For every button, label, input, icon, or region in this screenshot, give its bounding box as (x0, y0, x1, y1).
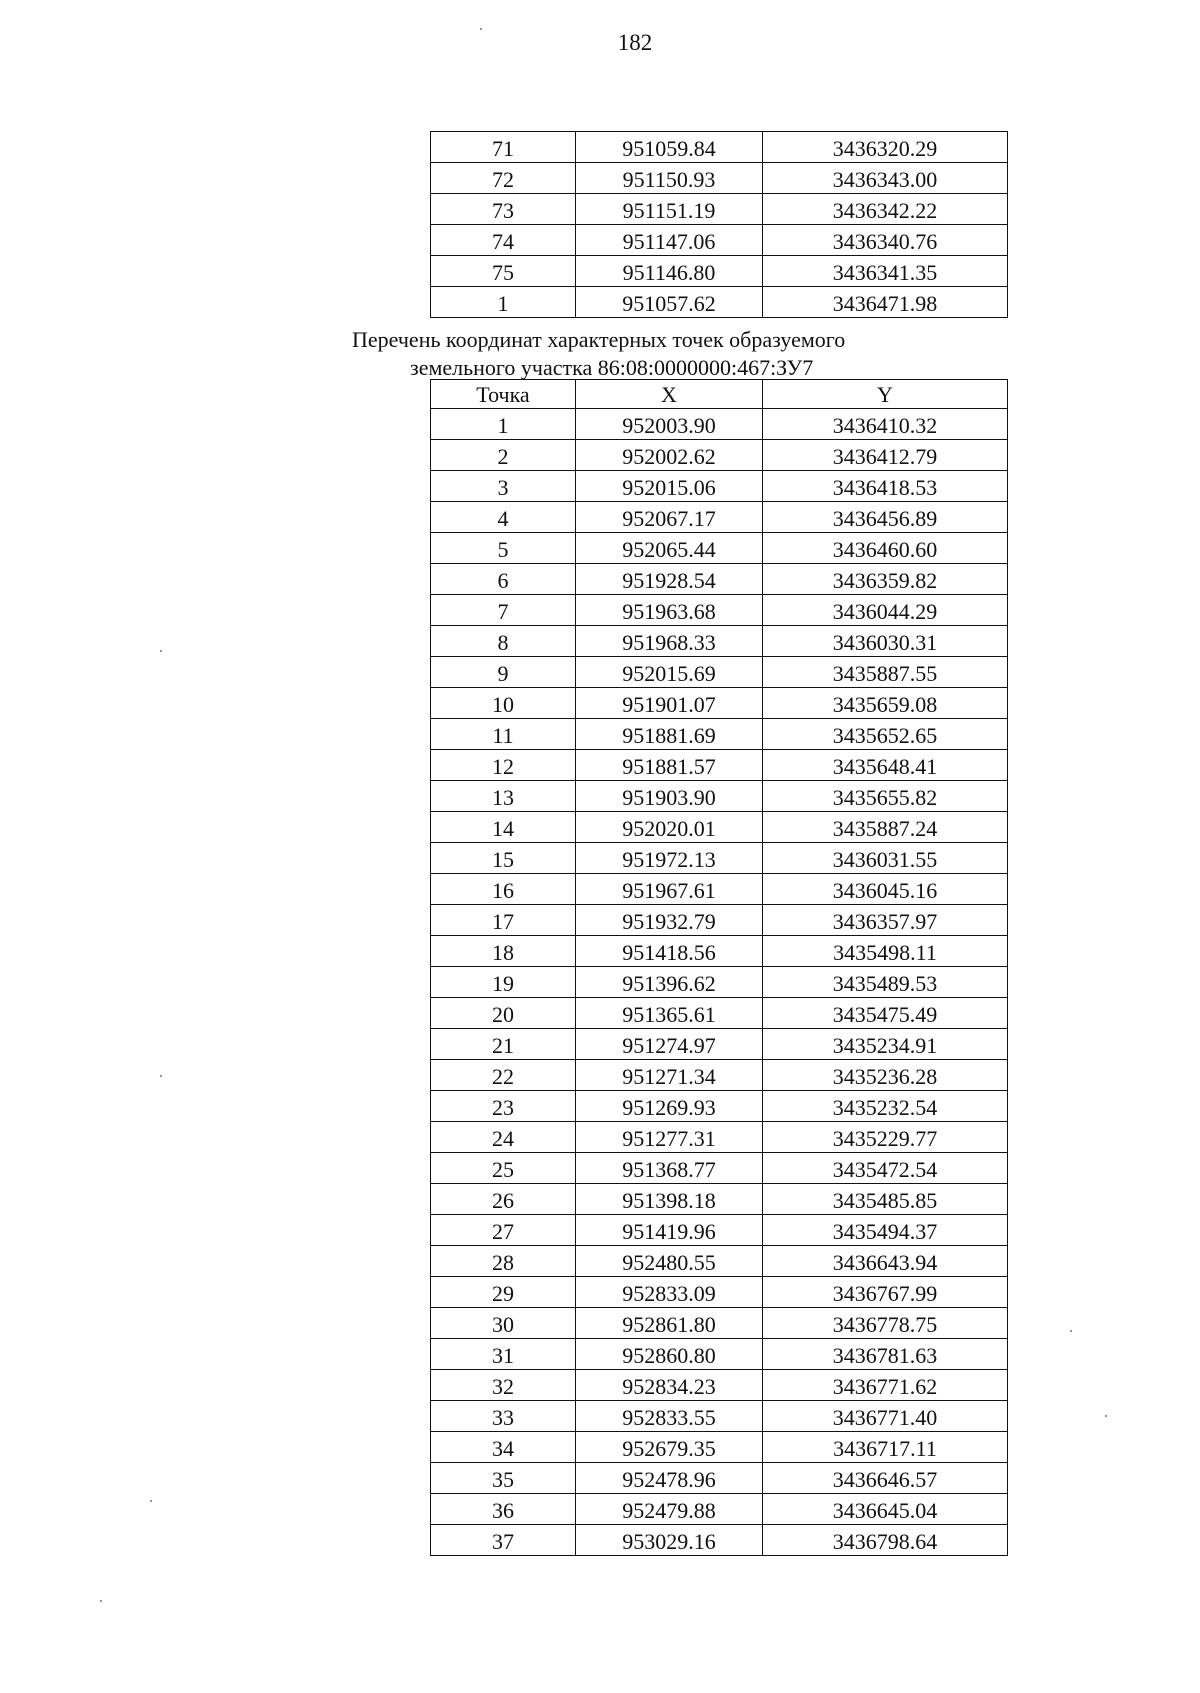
cell-y: 3436410.32 (763, 409, 1008, 440)
cell-point: 17 (431, 905, 576, 936)
scan-speck (1105, 1415, 1107, 1417)
cell-x: 951972.13 (576, 843, 763, 874)
table-row (431, 1463, 1008, 1494)
scan-speck (480, 28, 482, 30)
cell-point: 28 (431, 1246, 576, 1277)
table-row (431, 843, 1008, 874)
cell-point: 24 (431, 1122, 576, 1153)
cell-x: 952679.35 (576, 1432, 763, 1463)
cell-x: 951365.61 (576, 998, 763, 1029)
cell-x: 952479.88 (576, 1494, 763, 1525)
cell-y: 3436044.29 (763, 595, 1008, 626)
cell-x: 952860.80 (576, 1339, 763, 1370)
cell-y: 3435485.85 (763, 1184, 1008, 1215)
caption-line-2: земельного участка 86:08:0000000:467:ЗУ7 (410, 355, 814, 380)
cell-y: 3436460.60 (763, 533, 1008, 564)
scan-speck (150, 1500, 152, 1502)
header-point: Точка (431, 380, 576, 409)
table-row (431, 502, 1008, 533)
cell-x: 951967.61 (576, 874, 763, 905)
cell-y: 3436357.97 (763, 905, 1008, 936)
cell-point: 4 (431, 502, 576, 533)
cell-point: 13 (431, 781, 576, 812)
scan-speck (1070, 1330, 1072, 1332)
table-row (431, 409, 1008, 440)
cell-y: 3436778.75 (763, 1308, 1008, 1339)
table-row (431, 440, 1008, 471)
cell-y: 3436767.99 (763, 1277, 1008, 1308)
cell-x: 951150.93 (576, 163, 763, 194)
cell-y: 3436359.82 (763, 564, 1008, 595)
cell-y: 3436456.89 (763, 502, 1008, 533)
table-header (431, 380, 1008, 409)
cell-x: 951901.07 (576, 688, 763, 719)
table-row (431, 225, 1008, 256)
cell-point: 2 (431, 440, 576, 471)
cell-x: 952067.17 (576, 502, 763, 533)
cell-x: 952065.44 (576, 533, 763, 564)
table-row (431, 1277, 1008, 1308)
table-row (431, 1029, 1008, 1060)
cell-x: 952015.06 (576, 471, 763, 502)
cell-point: 35 (431, 1463, 576, 1494)
table-row (431, 688, 1008, 719)
cell-x: 951881.69 (576, 719, 763, 750)
cell-y: 3436045.16 (763, 874, 1008, 905)
cell-point: 15 (431, 843, 576, 874)
cell-point: 20 (431, 998, 576, 1029)
cell-point: 8 (431, 626, 576, 657)
cell-point: 5 (431, 533, 576, 564)
caption-line-1: Перечень координат характерных точек образуемого (352, 327, 846, 352)
coordinates-table-continued-body (431, 132, 1008, 318)
table-row (431, 1153, 1008, 1184)
cell-point: 16 (431, 874, 576, 905)
cell-x: 953029.16 (576, 1525, 763, 1556)
cell-y: 3436771.40 (763, 1401, 1008, 1432)
header-y: Y (763, 380, 1008, 409)
cell-point: 10 (431, 688, 576, 719)
table-row (431, 998, 1008, 1029)
cell-y: 3436418.53 (763, 471, 1008, 502)
table-row (431, 1432, 1008, 1463)
cell-x: 951396.62 (576, 967, 763, 998)
cell-x: 951151.19 (576, 194, 763, 225)
cell-point: 73 (431, 194, 576, 225)
cell-point: 31 (431, 1339, 576, 1370)
table-row (431, 1184, 1008, 1215)
table-row (431, 657, 1008, 688)
cell-y: 3436340.76 (763, 225, 1008, 256)
cell-point: 71 (431, 132, 576, 163)
cell-x: 952003.90 (576, 409, 763, 440)
header-x: X (576, 380, 763, 409)
cell-x: 952834.23 (576, 1370, 763, 1401)
cell-x: 951398.18 (576, 1184, 763, 1215)
table-row (431, 905, 1008, 936)
cell-y: 3436030.31 (763, 626, 1008, 657)
cell-x: 951269.93 (576, 1091, 763, 1122)
cell-x: 951274.97 (576, 1029, 763, 1060)
cell-point: 14 (431, 812, 576, 843)
cell-y: 3435887.24 (763, 812, 1008, 843)
cell-x: 952861.80 (576, 1308, 763, 1339)
table-row (431, 471, 1008, 502)
table-row (431, 1246, 1008, 1277)
cell-point: 19 (431, 967, 576, 998)
cell-point: 6 (431, 564, 576, 595)
cell-y: 3436643.94 (763, 1246, 1008, 1277)
cell-x: 952833.55 (576, 1401, 763, 1432)
cell-point: 18 (431, 936, 576, 967)
cell-point: 30 (431, 1308, 576, 1339)
table-row (431, 132, 1008, 163)
cell-x: 951368.77 (576, 1153, 763, 1184)
cell-y: 3435648.41 (763, 750, 1008, 781)
cell-point: 29 (431, 1277, 576, 1308)
cell-point: 34 (431, 1432, 576, 1463)
cell-x: 951903.90 (576, 781, 763, 812)
cell-point: 75 (431, 256, 576, 287)
cell-point: 32 (431, 1370, 576, 1401)
table-row (431, 533, 1008, 564)
cell-y: 3436798.64 (763, 1525, 1008, 1556)
table-row (431, 1091, 1008, 1122)
cell-point: 37 (431, 1525, 576, 1556)
cell-x: 951059.84 (576, 132, 763, 163)
table-row (431, 626, 1008, 657)
cell-y: 3435475.49 (763, 998, 1008, 1029)
cell-y: 3436771.62 (763, 1370, 1008, 1401)
cell-point: 36 (431, 1494, 576, 1525)
table-row (431, 1308, 1008, 1339)
page-number: 182 (617, 30, 653, 55)
cell-x: 952478.96 (576, 1463, 763, 1494)
scan-speck (160, 1075, 162, 1077)
cell-y: 3436717.11 (763, 1432, 1008, 1463)
table-row (431, 1494, 1008, 1525)
cell-x: 951277.31 (576, 1122, 763, 1153)
cell-point: 9 (431, 657, 576, 688)
cell-x: 951418.56 (576, 936, 763, 967)
cell-y: 3436645.04 (763, 1494, 1008, 1525)
cell-x: 951147.06 (576, 225, 763, 256)
cell-point: 12 (431, 750, 576, 781)
cell-y: 3435655.82 (763, 781, 1008, 812)
cell-y: 3436320.29 (763, 132, 1008, 163)
cell-y: 3435489.53 (763, 967, 1008, 998)
cell-x: 951057.62 (576, 287, 763, 318)
header-row (431, 380, 1008, 409)
cell-y: 3435887.55 (763, 657, 1008, 688)
cell-x: 951932.79 (576, 905, 763, 936)
cell-y: 3436781.63 (763, 1339, 1008, 1370)
cell-y: 3436342.22 (763, 194, 1008, 225)
scan-speck (100, 1600, 102, 1602)
table-caption (352, 326, 952, 382)
cell-x: 951963.68 (576, 595, 763, 626)
cell-y: 3435472.54 (763, 1153, 1008, 1184)
cell-y: 3435498.11 (763, 936, 1008, 967)
cell-x: 951271.34 (576, 1060, 763, 1091)
table-row (431, 1215, 1008, 1246)
table-row (431, 936, 1008, 967)
cell-x: 952002.62 (576, 440, 763, 471)
table-row (431, 1060, 1008, 1091)
cell-y: 3435229.77 (763, 1122, 1008, 1153)
cell-y: 3436646.57 (763, 1463, 1008, 1494)
cell-point: 22 (431, 1060, 576, 1091)
scan-speck (160, 650, 162, 652)
cell-point: 1 (431, 287, 576, 318)
coordinates-table (430, 379, 1008, 1556)
cell-y: 3435236.28 (763, 1060, 1008, 1091)
cell-y: 3436471.98 (763, 287, 1008, 318)
cell-x: 951419.96 (576, 1215, 763, 1246)
cell-point: 33 (431, 1401, 576, 1432)
cell-x: 952020.01 (576, 812, 763, 843)
cell-x: 952833.09 (576, 1277, 763, 1308)
cell-x: 951968.33 (576, 626, 763, 657)
cell-y: 3436031.55 (763, 843, 1008, 874)
table-row (431, 1339, 1008, 1370)
cell-x: 951928.54 (576, 564, 763, 595)
cell-y: 3435494.37 (763, 1215, 1008, 1246)
cell-point: 72 (431, 163, 576, 194)
cell-y: 3435232.54 (763, 1091, 1008, 1122)
cell-x: 952480.55 (576, 1246, 763, 1277)
table-row (431, 194, 1008, 225)
cell-point: 1 (431, 409, 576, 440)
table-row (431, 1401, 1008, 1432)
table-row (431, 564, 1008, 595)
table-row (431, 1525, 1008, 1556)
cell-point: 7 (431, 595, 576, 626)
table-row (431, 163, 1008, 194)
cell-y: 3436343.00 (763, 163, 1008, 194)
cell-point: 74 (431, 225, 576, 256)
cell-point: 25 (431, 1153, 576, 1184)
table-row (431, 719, 1008, 750)
table-row (431, 595, 1008, 626)
cell-point: 11 (431, 719, 576, 750)
cell-point: 27 (431, 1215, 576, 1246)
table-row (431, 1122, 1008, 1153)
cell-y: 3436341.35 (763, 256, 1008, 287)
table-row (431, 287, 1008, 318)
table-row (431, 967, 1008, 998)
cell-point: 23 (431, 1091, 576, 1122)
coordinates-table-continued (430, 131, 1008, 318)
table-row (431, 750, 1008, 781)
table-row (431, 256, 1008, 287)
coordinates-table-body (431, 409, 1008, 1556)
table-row (431, 1370, 1008, 1401)
table-row (431, 874, 1008, 905)
cell-y: 3435659.08 (763, 688, 1008, 719)
table-row (431, 812, 1008, 843)
cell-y: 3435234.91 (763, 1029, 1008, 1060)
cell-point: 3 (431, 471, 576, 502)
cell-point: 26 (431, 1184, 576, 1215)
cell-point: 21 (431, 1029, 576, 1060)
cell-x: 951146.80 (576, 256, 763, 287)
cell-y: 3435652.65 (763, 719, 1008, 750)
cell-x: 952015.69 (576, 657, 763, 688)
cell-x: 951881.57 (576, 750, 763, 781)
cell-y: 3436412.79 (763, 440, 1008, 471)
table-row (431, 781, 1008, 812)
